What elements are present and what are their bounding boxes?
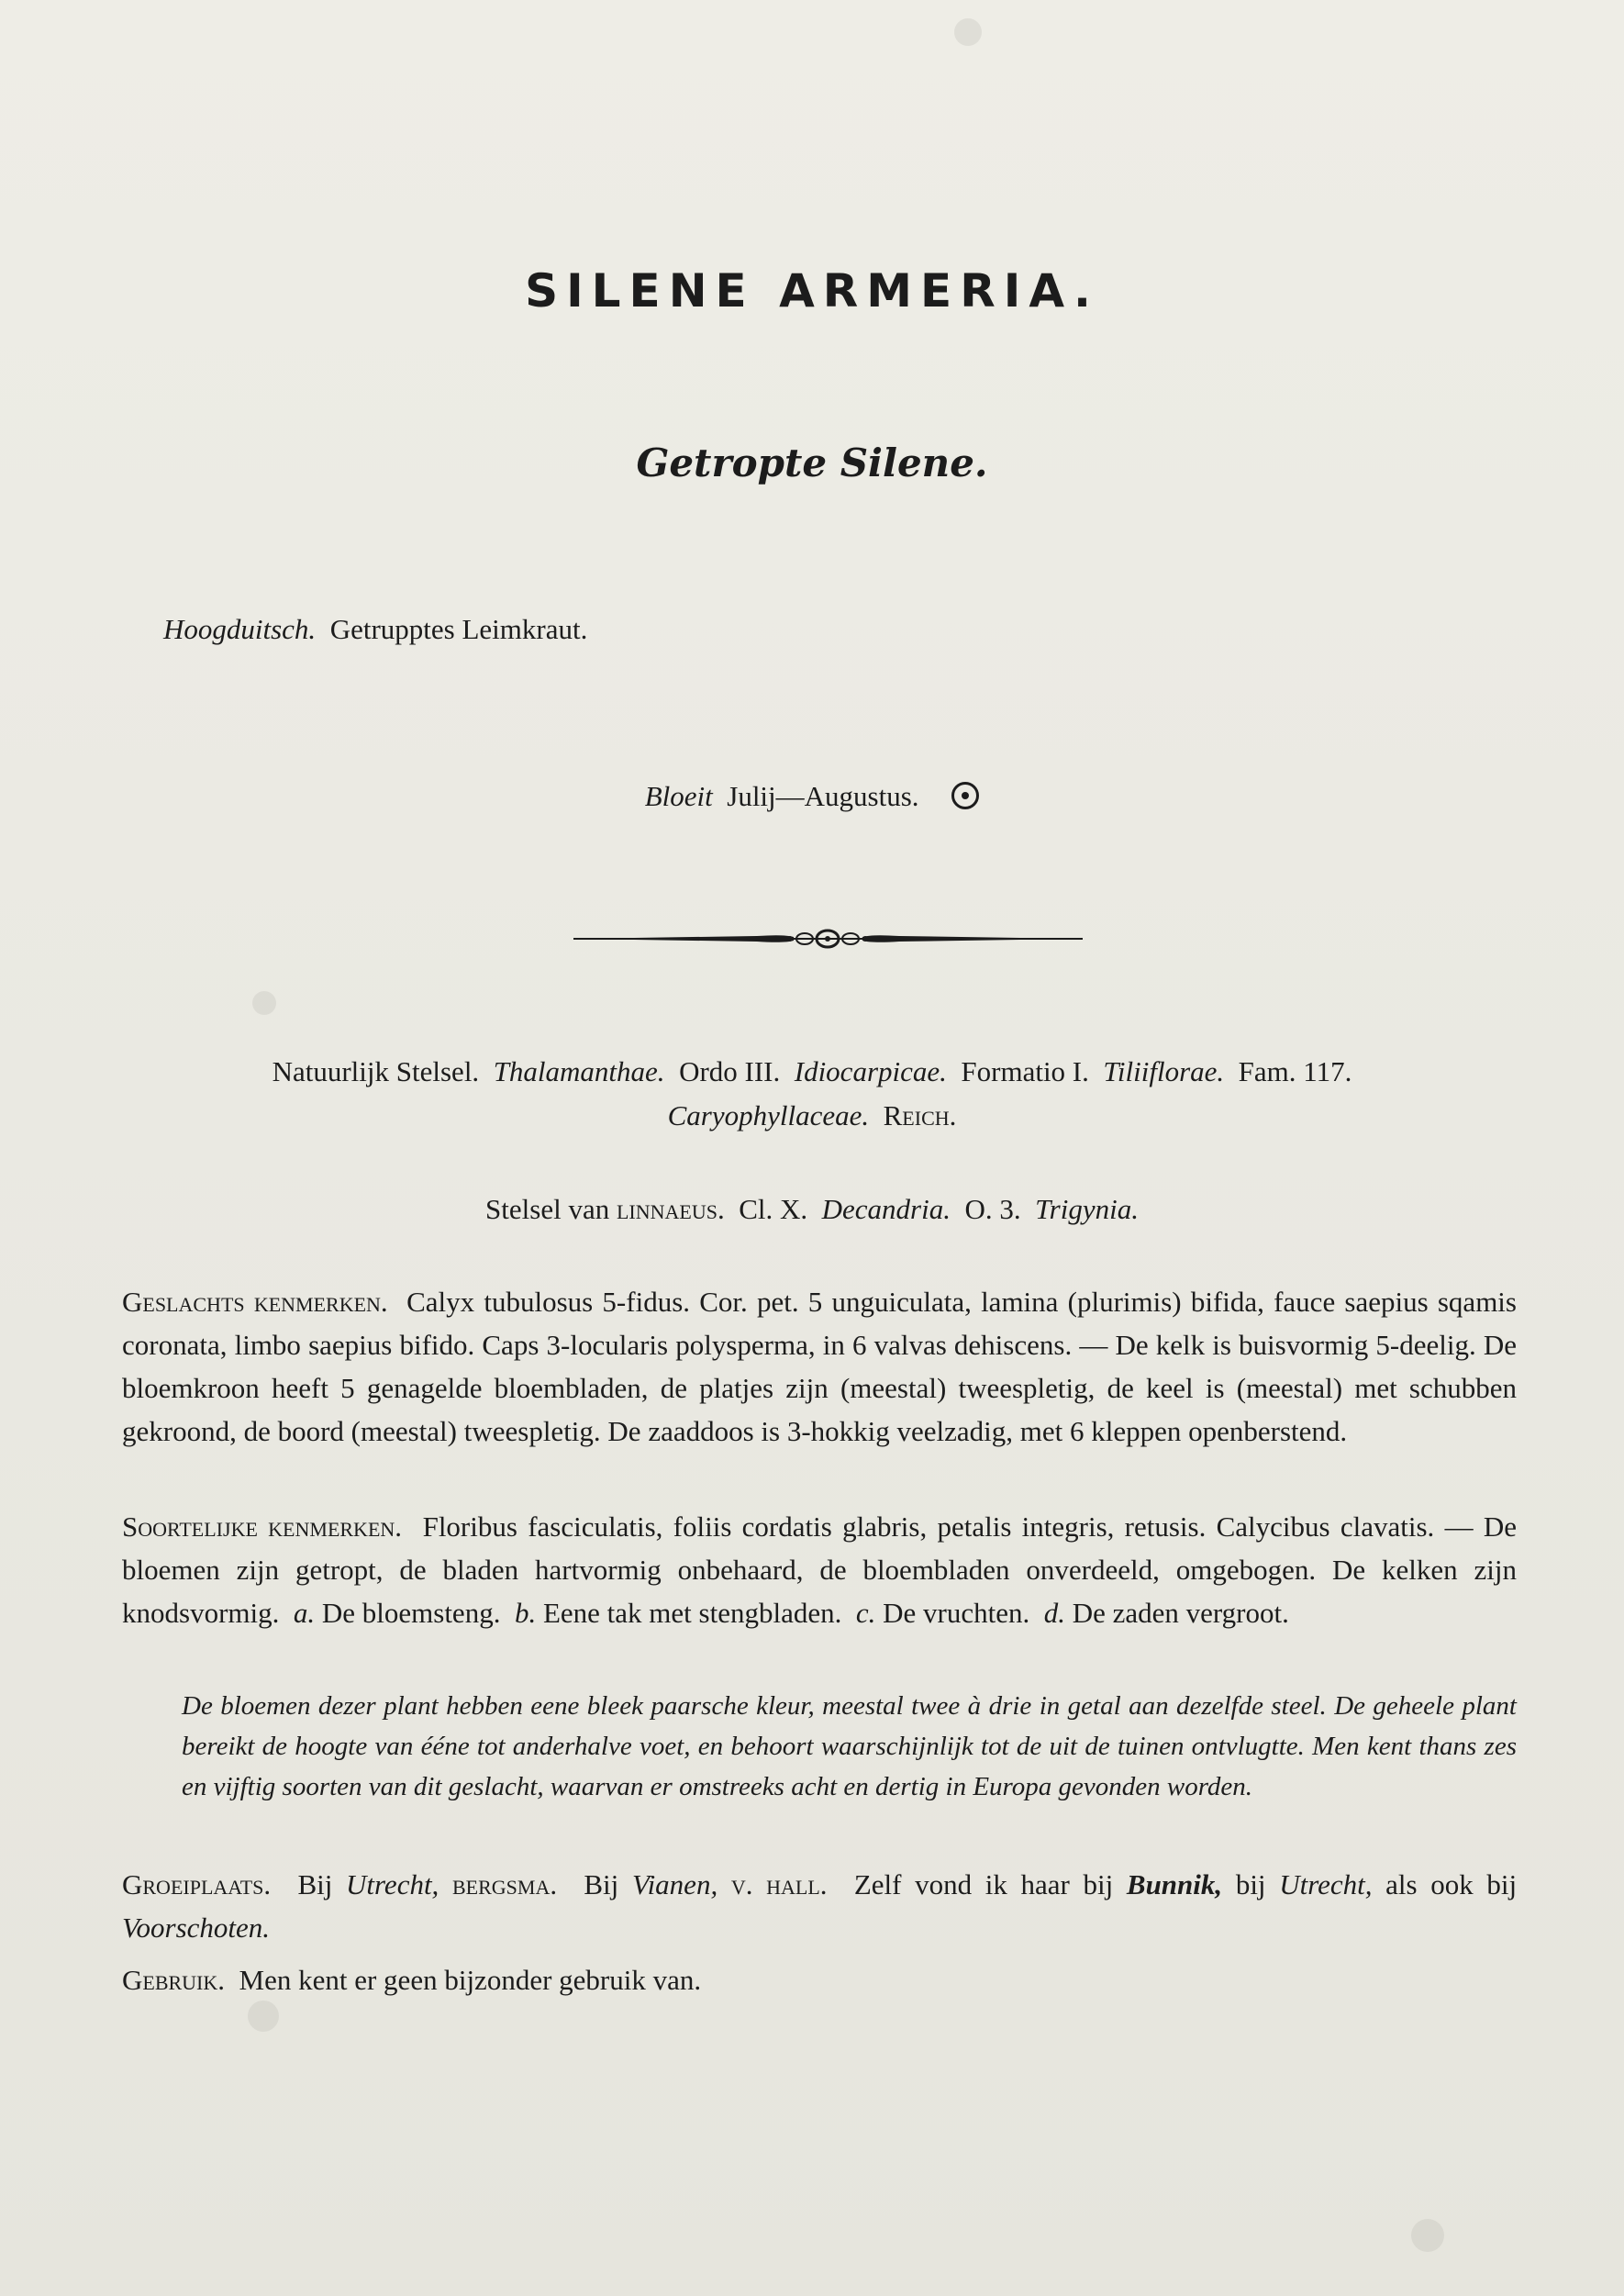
linnaeus-class-name: Decandria. [821,1193,951,1225]
habitat-text: bij [1235,1868,1266,1900]
bloeit-label: Bloeit [644,780,713,812]
habitat-place: Voorschoten. [122,1911,271,1944]
linnaeus-system-line [0,1193,1624,1226]
habitat-place: Bunnik, [1126,1868,1223,1900]
natural-system-fam: Fam. 117. [1238,1055,1352,1087]
natural-system-ordo-name: Idiocarpicae. [794,1055,947,1087]
description-note: De bloemen dezer plant hebben eene bleek paarsche kleur, meestal twee à drie in getal aan dezelfde steel. De geheele plant bereikt de hoogte van ééne tot anderhalve voet, en behoort waarschijnlijk tot de uit de tuinen ontvlugtte. Men kent thans zes en vijftig soorten van dit geslacht, waarvan er omstreeks acht en dertig in Europa gevonden worden. [182,1691,1517,1801]
habitat-label: Groeiplaats. [122,1868,272,1900]
german-name: Getrupptes Leimkraut. [329,613,588,645]
habitat-text: Bij [297,1868,333,1900]
page-title: SILENE ARMERIA. [525,264,1099,318]
family-name: Caryophyllaceae. [667,1099,870,1131]
linnaeus-name: linnaeus. [616,1193,725,1225]
linnaeus-label: Stelsel van [485,1193,610,1225]
natural-system-line [0,1055,1624,1088]
bloeit-period: Julij—Augustus. [727,780,919,812]
figure-c-label: c. [855,1597,876,1629]
genus-label: Geslachts kenmerken. [122,1286,388,1318]
species-characters-paragraph [122,1505,1517,1634]
linnaeus-order: O. 3. [964,1193,1021,1225]
natural-system-formatio-name: Tiliiflorae. [1103,1055,1225,1087]
german-name-line [163,613,587,646]
habitat-person: v. hall. [730,1868,828,1900]
figure-d-text: De zaden vergroot. [1072,1597,1289,1629]
ornamental-divider [573,925,1083,953]
habitat-place: Utrecht, [346,1868,439,1900]
genus-characters-paragraph [122,1280,1517,1453]
habitat-text: als ook bij [1385,1868,1518,1900]
figure-a-text: De bloemsteng. [321,1597,501,1629]
habitat-paragraph [122,1863,1517,1949]
family-line [0,1099,1624,1132]
habitat-text: Zelf vond ik haar bij [853,1868,1114,1900]
habitat-person: bergsma. [451,1868,558,1900]
use-paragraph [122,1958,1517,2001]
figure-d-label: d. [1043,1597,1065,1629]
linnaeus-class: Cl. X. [739,1193,808,1225]
use-label: Gebruik. [122,1964,226,1996]
species-label: Soortelijke kenmerken. [122,1510,403,1543]
genus-text: Calyx tubulosus 5-fidus. Cor. pet. 5 unguiculata, lamina (plurimis) bifida, fauce saepius sqamis coronata, limbo saepius bifido. Caps 3-locularis polysperma, in 6 valvas dehiscens. — De kelk is buisvormig 5-deelig. De bloemkroon heeft 5 genagelde bloembladen, de platjes zijn (meestal) tweespletig, de keel is (meestal) met schubben gekroond, de boord (meestal) tweespletig. De zaaddoos is 3-hokkig veelzadig, met 6 kleppen openberstend. [122,1286,1517,1447]
habitat-text: Bij [584,1868,619,1900]
family-author: Reich. [883,1099,957,1131]
figure-c-text: De vruchten. [883,1597,1030,1629]
annual-symbol-icon [951,782,979,809]
figure-b-label: b. [514,1597,537,1629]
flowering-line [0,780,1624,813]
natural-system-class: Thalamanthae. [493,1055,665,1087]
habitat-place: Vianen, [631,1868,718,1900]
vernacular-name: Getropte Silene. [636,440,988,485]
natural-system-formatio: Formatio I. [961,1055,1089,1087]
species-text: Floribus fasciculatis, foliis cordatis glabris, petalis integris, retusis. Calycibus clavatis. — De bloemen zijn getropt, de bladen hartvormig onbehaard, de bloembladen onverdeeld, omgebogen. De kelken zijn knodsvormig. [122,1510,1517,1629]
linnaeus-order-name: Trigynia. [1035,1193,1139,1225]
german-label: Hoogduitsch. [163,613,317,645]
figure-b-text: Eene tak met stengbladen. [542,1597,842,1629]
figure-a-label: a. [293,1597,316,1629]
natural-system-label: Natuurlijk Stelsel. [272,1055,480,1087]
habitat-place: Utrecht, [1279,1868,1373,1900]
use-text: Men kent er geen bijzonder gebruik van. [239,1964,702,1996]
natural-system-ordo: Ordo III. [679,1055,781,1087]
